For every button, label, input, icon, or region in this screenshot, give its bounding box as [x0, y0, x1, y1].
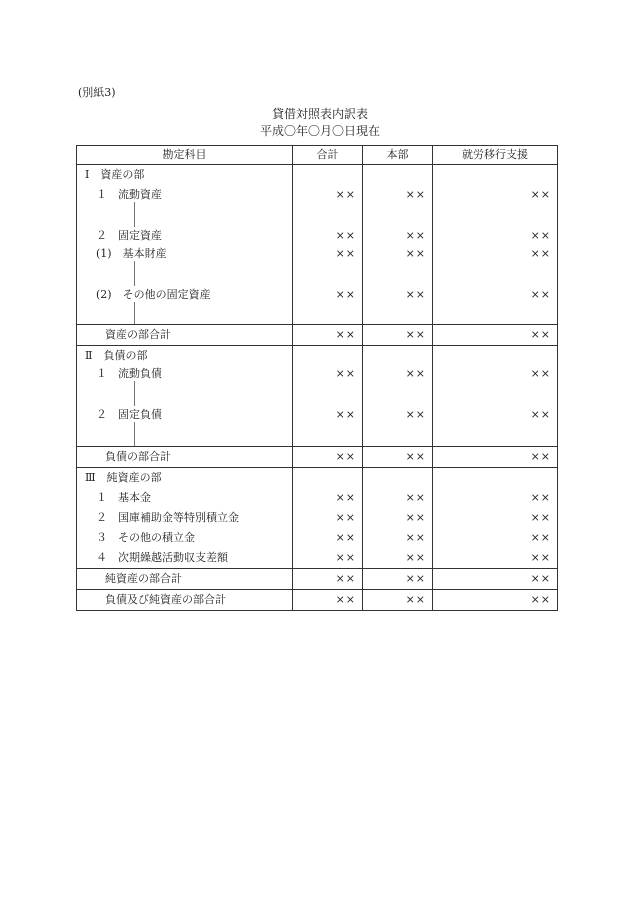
- liabilities-fixed-label: ２ 固定負債: [96, 407, 162, 421]
- value-cell: ××: [293, 508, 363, 528]
- value-cell: ××: [433, 227, 558, 245]
- value-cell: ××: [363, 528, 433, 548]
- value-cell: ××: [293, 569, 363, 590]
- value-cell: ××: [363, 184, 433, 227]
- liabilities-total-label: 負債の部合計: [77, 447, 293, 468]
- indent-guide: [134, 302, 135, 325]
- value-cell: ××: [433, 590, 558, 611]
- value-cell: ××: [363, 325, 433, 346]
- value-cell: ××: [363, 365, 433, 406]
- value-cell: ××: [293, 184, 363, 227]
- header-support: 就労移行支援: [433, 146, 558, 165]
- table-row: [77, 406, 558, 447]
- value-cell: ××: [433, 569, 558, 590]
- header-row: [77, 146, 558, 165]
- value-cell: ××: [433, 488, 558, 508]
- value-cell: ××: [363, 508, 433, 528]
- assets-total-label: 資産の部合計: [77, 325, 293, 346]
- table-row: [77, 548, 558, 569]
- value-cell: ××: [433, 245, 558, 286]
- net-assets-total-row: [77, 569, 558, 590]
- table-row: [77, 286, 558, 325]
- net-assets-subsidy-reserve-label: ２ 国庫補助金等特別積立金: [77, 508, 293, 528]
- net-assets-heading: Ⅲ 純資産の部: [77, 468, 293, 488]
- value-cell: ××: [433, 406, 558, 447]
- table-row: [77, 245, 558, 286]
- header-headquarters: 本部: [363, 146, 433, 165]
- date-line: 平成〇年〇月〇日現在: [259, 124, 380, 138]
- value-cell: ××: [433, 365, 558, 406]
- net-assets-heading-row: [77, 468, 558, 488]
- assets-heading: Ⅰ 資産の部: [77, 165, 293, 184]
- table-row: [77, 184, 558, 227]
- value-cell: ××: [293, 548, 363, 569]
- balance-sheet-table: [76, 145, 558, 611]
- value-cell: ××: [433, 325, 558, 346]
- value-cell: ××: [293, 245, 363, 286]
- value-cell: ××: [293, 325, 363, 346]
- table-row: [77, 488, 558, 508]
- table-row: [77, 508, 558, 528]
- value-cell: ××: [293, 528, 363, 548]
- liabilities-heading-row: [77, 346, 558, 365]
- value-cell: ××: [363, 548, 433, 569]
- table-row: [77, 365, 558, 406]
- value-cell: ××: [433, 508, 558, 528]
- assets-heading-row: [77, 165, 558, 184]
- document-title: 貸借対照表内訳表: [271, 107, 368, 121]
- attachment-label: (別紙3): [78, 86, 116, 99]
- value-cell: ××: [293, 406, 363, 447]
- value-cell: ××: [363, 447, 433, 468]
- net-assets-carryover-label: ４ 次期繰越活動収支差額: [77, 548, 293, 569]
- value-cell: ××: [293, 488, 363, 508]
- grand-total-row: [77, 590, 558, 611]
- net-assets-total-label: 純資産の部合計: [77, 569, 293, 590]
- header-item: 勘定科目: [77, 146, 293, 165]
- liabilities-heading: Ⅱ 負債の部: [77, 346, 293, 365]
- liabilities-total-row: [77, 447, 558, 468]
- assets-total-row: [77, 325, 558, 346]
- assets-fixed-label: ２ 固定資産: [77, 227, 293, 245]
- value-cell: ××: [433, 548, 558, 569]
- assets-other-fixed-label: (2) その他の固定資産: [96, 287, 211, 301]
- net-assets-other-reserve-label: ３ その他の積立金: [77, 528, 293, 548]
- value-cell: ××: [363, 590, 433, 611]
- value-cell: ××: [433, 528, 558, 548]
- value-cell: ××: [363, 488, 433, 508]
- value-cell: ××: [293, 590, 363, 611]
- value-cell: ××: [293, 447, 363, 468]
- value-cell: ××: [363, 286, 433, 325]
- value-cell: ××: [433, 184, 558, 227]
- assets-current-label: １ 流動資産: [96, 187, 162, 201]
- value-cell: ××: [293, 286, 363, 325]
- liabilities-current-label: １ 流動負債: [96, 366, 162, 380]
- indent-guide: [134, 422, 135, 447]
- grand-total-label: 負債及び純資産の部合計: [77, 590, 293, 611]
- table-row: [77, 227, 558, 245]
- table-row: [77, 528, 558, 548]
- indent-guide: [134, 381, 135, 406]
- value-cell: ××: [293, 365, 363, 406]
- value-cell: ××: [363, 569, 433, 590]
- value-cell: ××: [363, 227, 433, 245]
- indent-guide: [134, 202, 135, 227]
- indent-guide: [134, 261, 135, 286]
- value-cell: ××: [363, 245, 433, 286]
- net-assets-basic-fund-label: １ 基本金: [77, 488, 293, 508]
- assets-basic-property-label: (1) 基本財産: [96, 246, 167, 260]
- value-cell: ××: [363, 406, 433, 447]
- header-total: 合計: [293, 146, 363, 165]
- value-cell: ××: [433, 447, 558, 468]
- value-cell: ××: [293, 227, 363, 245]
- value-cell: ××: [433, 286, 558, 325]
